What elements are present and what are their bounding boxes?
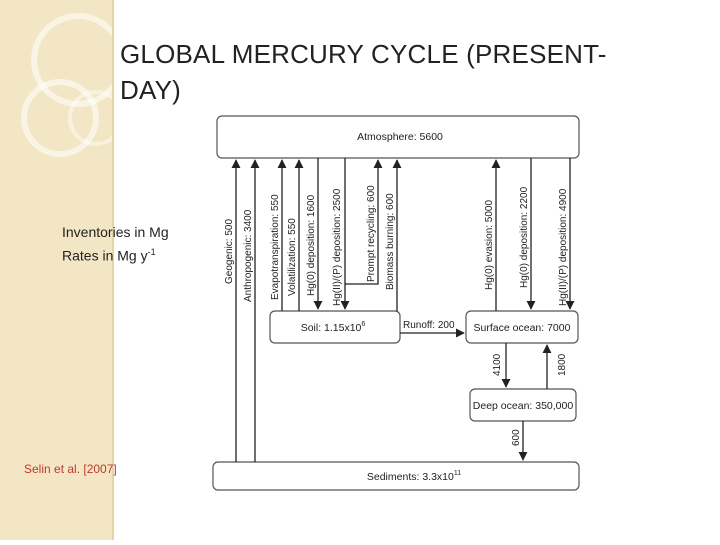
anthropogenic-label: Anthropogenic: 3400 [243,209,254,302]
title-line-1: GLOBAL MERCURY CYCLE (PRESENT- [120,39,607,69]
soil-label-text: Soil: 1.15x10 [300,322,362,334]
legend-rates-text: Rates in Mg y [62,247,148,264]
burial-label: 600 [511,429,522,446]
hg0-evasion-label: Hg(0) evasion: 5000 [484,199,495,290]
sediments-label-text: Sediments: 3.3x10 [366,471,454,483]
geogenic-label: Geogenic: 500 [224,218,235,284]
sediments-label [367,470,461,483]
title-line-2: DAY) [120,75,181,105]
prompt-recycling-label: Prompt recycling: 600 [366,185,377,282]
biomass-burning-label: Biomass burning: 600 [385,193,396,290]
legend-rates-exponent: -1 [147,247,156,257]
atmosphere-label: Atmosphere: 5600 [357,131,443,143]
hg2-deposition-land-label: Hg(II)/(P) deposition: 2500 [332,188,343,306]
downwelling-label: 4100 [492,353,503,376]
soil-label-exponent: 6 [361,321,366,328]
citation: Selin et al. [2007] [24,462,117,476]
deep-ocean-label: Deep ocean: 350,000 [472,400,574,412]
hg2-deposition-ocean-label: Hg(II)/(P) deposition: 4900 [558,188,569,306]
evapotranspiration-label: Evapotranspiration: 550 [270,194,281,300]
volatilization-label: Volatilization: 550 [287,218,298,296]
hg0-deposition-land-label: Hg(0) deposition: 1600 [306,194,317,296]
sediments-label-exponent: 11 [453,470,462,477]
surface-ocean-label: Surface ocean: 7000 [473,322,571,334]
runoff-label: Runoff: 200 [403,320,455,331]
soil-label [301,321,366,334]
legend-inventories: Inventories in Mg [62,224,169,240]
hg0-deposition-ocean-label: Hg(0) deposition: 2200 [519,186,530,288]
upwelling-label: 1800 [557,353,568,376]
